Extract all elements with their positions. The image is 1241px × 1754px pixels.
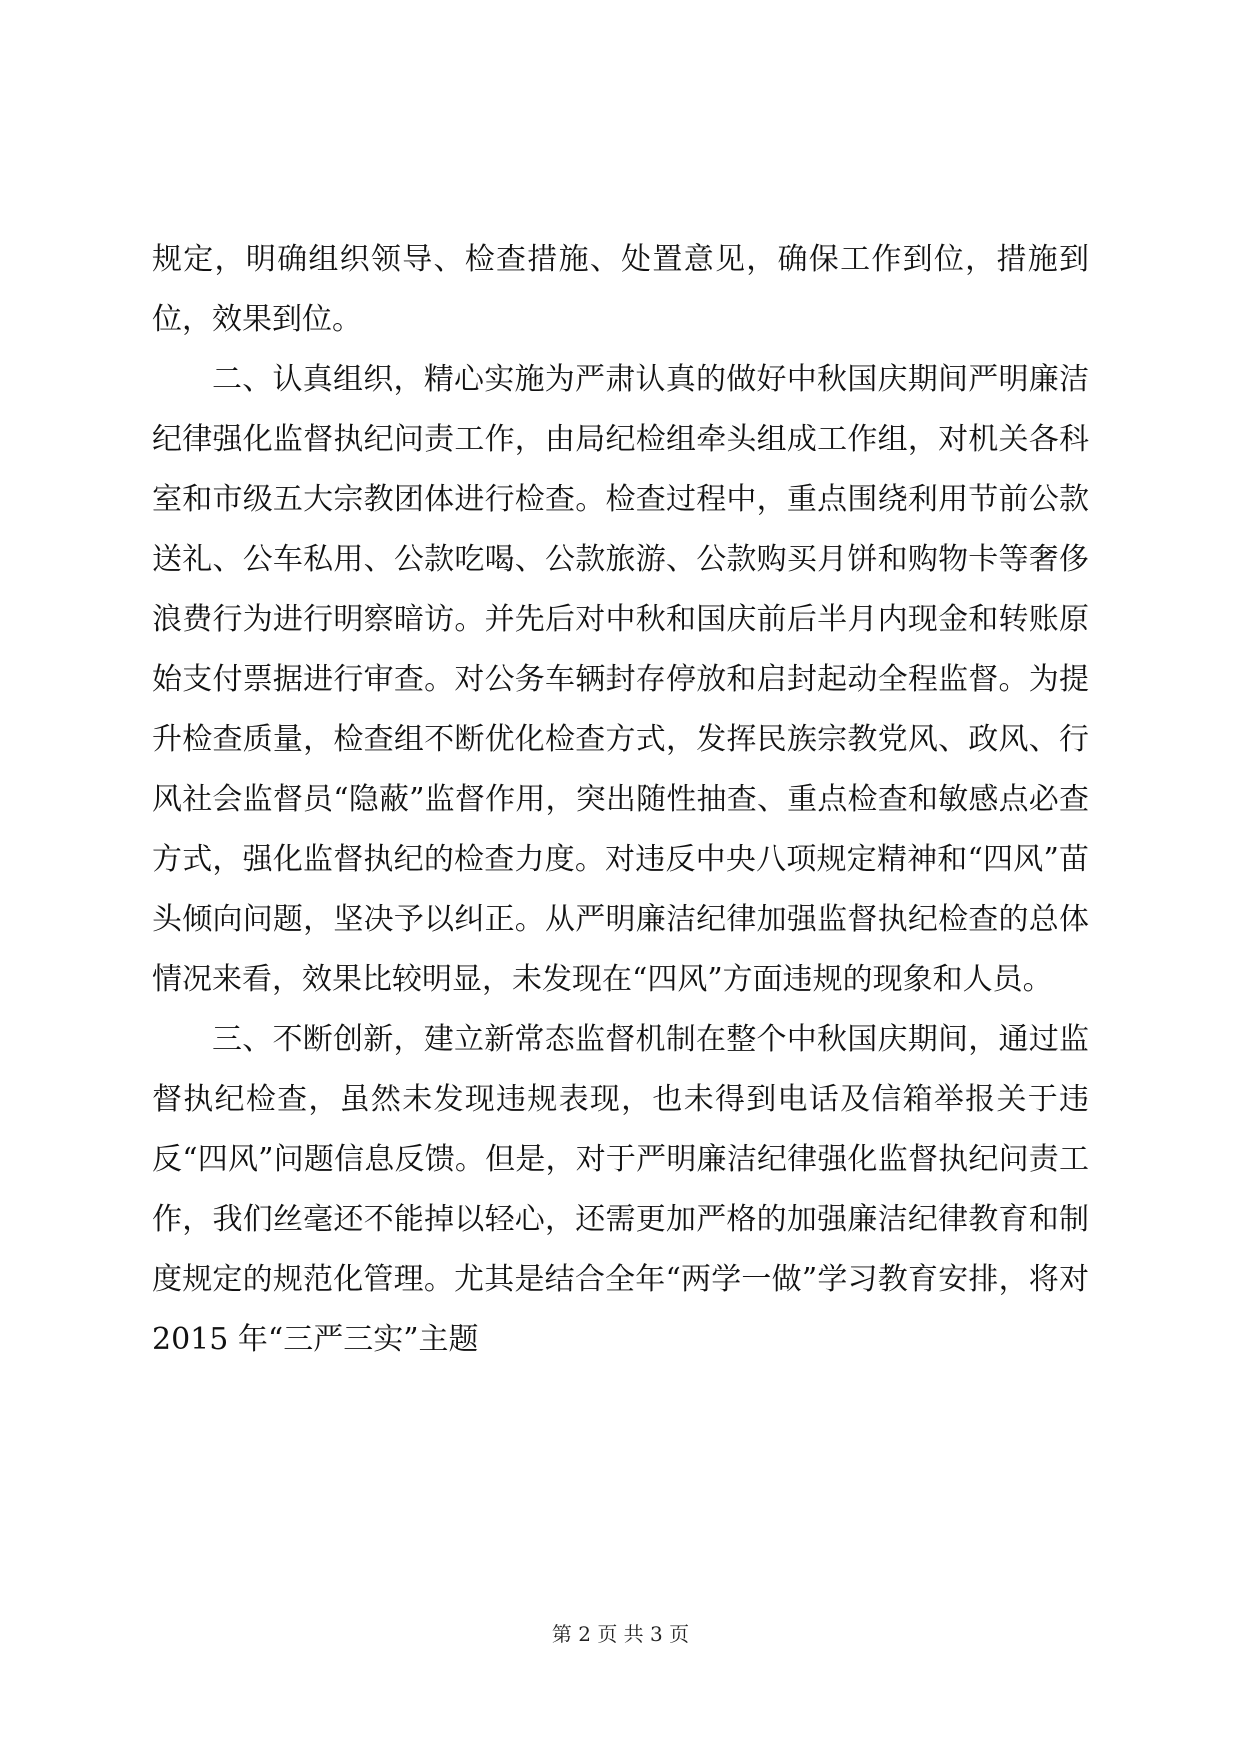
paragraph-section-three: 三、不断创新，建立新常态监督机制在整个中秋国庆期间，通过监督执纪检查，虽然未发现违规表现，也未得到电话及信箱举报关于违反“四风”问题信息反馈。但是，对于严明廉洁纪律强化监督执纪问责工作，我们丝毫还不能掉以轻心，还需更加严格的加强廉洁纪律教育和制度规定的规范化管理。尤其是结合全年“两学一做”学习教育安排，将对 2015 年“三严三实”主题 xyxy=(152,1022,1089,1357)
paragraph-continuation: 规定，明确组织领导、检查措施、处置意见，确保工作到位，措施到位，效果到位。 xyxy=(152,242,1089,337)
paragraph-section-two: 二、认真组织，精心实施为严肃认真的做好中秋国庆期间严明廉洁纪律强化监督执纪问责工作，由局纪检组牵头组成工作组，对机关各科室和市级五大宗教团体进行检查。检查过程中，重点围绕利用节前公款送礼、公车私用、公款吃喝、公款旅游、公款购买月饼和购物卡等奢侈浪费行为进行明察暗访。并先后对中秋和国庆前后半月内现金和转账原始支付票据进行审查。对公务车辆封存停放和启封起动全程监督。为提升检查质量，检查组不断优化检查方式，发挥民族宗教党风、政风、行风社会监督员“隐蔽”监督作用，突出随性抽查、重点检查和敏感点必查方式，强化监督执纪的检查力度。对违反中央八项规定精神和“四风”苗头倾向问题，坚决予以纠正。从严明廉洁纪律加强监督执纪检查的总体情况来看，效果比较明显，未发现在“四风”方面违规的现象和人员。 xyxy=(152,362,1089,997)
document-body xyxy=(152,230,1089,1370)
page-footer: 第 2 页 共 3 页 xyxy=(551,1622,690,1646)
